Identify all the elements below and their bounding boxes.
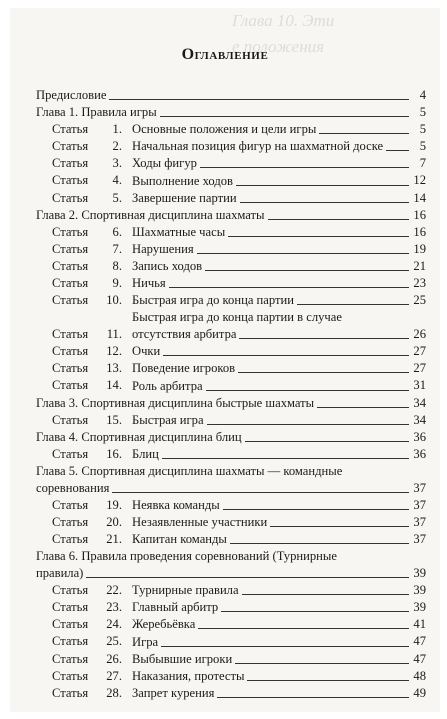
page-number: 19	[413, 241, 426, 256]
article-number: 7.	[112, 241, 122, 256]
page-number: 37	[413, 497, 426, 512]
article-label: Статья	[52, 190, 89, 205]
table-of-contents	[36, 87, 426, 702]
entry-title: Глава 1. Правила игры	[36, 105, 157, 120]
article-label: Статья	[52, 446, 89, 461]
entry-title: Завершение партии	[132, 190, 237, 205]
article-number: 13.	[106, 361, 122, 376]
entry-title	[36, 463, 426, 497]
article-number: 28.	[106, 685, 122, 700]
page-number: 27	[413, 344, 426, 359]
toc-article-row[interactable]	[36, 155, 426, 172]
toc-article-row[interactable]	[36, 668, 426, 685]
page-number: 47	[413, 651, 426, 666]
dot-leader	[317, 407, 409, 408]
dot-leader	[169, 287, 409, 288]
article-label: Статья	[52, 532, 89, 547]
dot-leader	[228, 236, 409, 237]
toc-article-row[interactable]	[36, 514, 426, 531]
toc-article-row[interactable]	[36, 343, 426, 360]
entry-title: Глава 4. Спортивная дисциплина блиц	[36, 429, 242, 444]
dot-leader	[197, 253, 409, 254]
dot-leader	[238, 372, 409, 373]
entry-title: Предисловие	[36, 88, 107, 103]
article-number: 25.	[106, 634, 122, 649]
entry-title	[36, 548, 426, 582]
article-number: 19.	[106, 497, 122, 512]
toc-article-row[interactable]	[36, 599, 426, 616]
dot-leader	[319, 133, 409, 134]
article-label: Статья	[52, 361, 89, 376]
article-label: Статья	[52, 293, 89, 308]
page-number: 39	[413, 600, 426, 615]
dot-leader	[163, 355, 409, 356]
article-label: Статья	[52, 344, 89, 359]
page-number: 16	[413, 224, 426, 239]
toc-article-row[interactable]	[36, 190, 426, 207]
article-number: 27.	[106, 668, 122, 683]
entry-title: Ходы фигур	[132, 156, 197, 171]
article-number: 5.	[112, 190, 122, 205]
toc-article-row[interactable]	[36, 616, 426, 633]
article-label: Статья	[52, 600, 89, 615]
article-label: Статья	[52, 173, 89, 188]
toc-chapter-row[interactable]	[36, 548, 426, 582]
toc-article-row[interactable]	[36, 633, 426, 650]
dot-leader	[86, 565, 409, 578]
page-number: 14	[413, 190, 426, 205]
toc-article-row[interactable]	[36, 360, 426, 377]
page-number: 41	[413, 617, 426, 632]
page-number: 16	[413, 207, 426, 222]
article-number: 23.	[106, 600, 122, 615]
article-label: Статья	[52, 122, 89, 137]
toc-article-row[interactable]	[36, 258, 426, 275]
page-number: 37	[413, 480, 426, 495]
dot-leader	[221, 611, 409, 612]
article-number: 6.	[112, 224, 122, 239]
article-number: 9.	[112, 276, 122, 291]
entry-title: Глава 3. Спортивная дисциплина быстрые шахматы	[36, 395, 315, 410]
article-label: Статья	[52, 617, 89, 632]
dot-leader	[240, 202, 409, 203]
dot-leader	[236, 185, 409, 186]
toc-article-row[interactable]	[36, 275, 426, 292]
article-label: Статья	[52, 634, 89, 649]
entry-title-line: Глава 6. Правила проведения соревнований (Турнирные	[36, 549, 337, 564]
article-label: Статья	[52, 514, 89, 529]
toc-article-row[interactable]	[36, 241, 426, 258]
toc-chapter-row[interactable]	[36, 87, 426, 104]
page-number: 48	[413, 668, 426, 683]
page-title: Оглавление	[181, 46, 269, 63]
entry-title-line: Быстрая игра до конца партии в случае	[132, 310, 342, 325]
toc-article-row[interactable]	[36, 377, 426, 394]
entry-title: Очки	[132, 344, 161, 359]
entry-title: Незаявленные участники	[132, 515, 268, 530]
dot-leader	[270, 526, 409, 527]
toc-article-row[interactable]	[36, 309, 426, 343]
entry-body	[36, 463, 426, 497]
article-number: 15.	[106, 412, 122, 427]
dot-leader	[245, 441, 409, 442]
entry-title-text: отсутствия арбитра	[132, 327, 237, 342]
article-number: 10.	[106, 293, 122, 308]
entry-body	[36, 548, 426, 582]
book-page	[10, 8, 440, 712]
page-number: 39	[413, 566, 426, 581]
entry-title: Поведение игроков	[132, 361, 236, 376]
entry-title: Выбывшие игроки	[132, 651, 233, 666]
article-number: 16.	[106, 446, 122, 461]
page-number: 5	[419, 139, 426, 154]
dot-leader	[112, 480, 409, 493]
toc-article-row[interactable]	[36, 446, 426, 463]
dot-leader	[230, 543, 409, 544]
toc-article-row[interactable]	[36, 224, 426, 241]
entry-title: Турнирные правила	[132, 583, 239, 598]
entry-title-line	[36, 565, 426, 582]
article-label: Статья	[52, 378, 89, 393]
dot-leader	[206, 390, 409, 391]
dot-leader	[109, 99, 409, 100]
dot-leader	[205, 270, 409, 271]
page-number: 21	[413, 258, 426, 273]
bleed-line: Глава 10. Эти	[232, 11, 335, 30]
toc-article-row[interactable]	[36, 582, 426, 599]
page-number: 36	[413, 446, 426, 461]
article-number: 22.	[106, 583, 122, 598]
article-number: 26.	[106, 651, 122, 666]
article-label: Статья	[52, 668, 89, 683]
article-label: Статья	[52, 651, 89, 666]
entry-title: Наказания, протесты	[132, 668, 245, 683]
entry-title-line: Глава 5. Спортивная дисциплина шахматы — командные	[36, 463, 343, 478]
page-number: 49	[413, 685, 426, 700]
dot-leader	[217, 697, 409, 698]
entry-title-line	[36, 480, 426, 497]
page-number: 37	[413, 532, 426, 547]
entry-body	[132, 309, 426, 343]
page-number: 4	[419, 88, 426, 102]
entry-title-text: правила)	[36, 566, 84, 581]
article-number: 11.	[106, 327, 122, 342]
page-number: 26	[413, 327, 426, 342]
entry-title: Блиц	[132, 446, 159, 461]
article-label: Статья	[52, 156, 89, 171]
entry-title-text: соревнования	[36, 480, 110, 495]
entry-title: Игра	[132, 634, 159, 649]
page-number: 34	[413, 395, 426, 410]
article-number: 3.	[112, 156, 122, 171]
page-number: 36	[413, 429, 426, 444]
dot-leader	[386, 150, 409, 151]
dot-leader	[239, 326, 409, 339]
toc-article-row[interactable]	[36, 531, 426, 548]
entry-title: Неявка команды	[132, 497, 220, 512]
article-label: Статья	[52, 327, 89, 342]
article-number: 8.	[112, 258, 122, 273]
page-number: 25	[413, 293, 426, 308]
entry-title-line	[132, 326, 426, 343]
page-number: 31	[413, 378, 426, 393]
article-label: Статья	[52, 685, 89, 700]
dot-leader	[297, 304, 409, 305]
toc-article-row[interactable]	[36, 138, 426, 155]
page-number: 5	[419, 122, 426, 137]
page-number: 47	[413, 634, 426, 649]
page-number: 34	[413, 412, 426, 427]
page-number: 7	[419, 156, 426, 171]
entry-title: Нарушения	[132, 241, 194, 256]
entry-title: Основные положения и цели игры	[132, 122, 317, 137]
toc-article-row[interactable]	[36, 651, 426, 668]
page-number: 12	[413, 173, 426, 188]
dot-leader	[160, 116, 409, 117]
toc-article-row[interactable]	[36, 412, 426, 429]
entry-title: Запись ходов	[132, 259, 203, 274]
dot-leader	[235, 663, 409, 664]
toc-chapter-row[interactable]	[36, 395, 426, 412]
entry-title: Главный арбитр	[132, 600, 219, 615]
article-label: Статья	[52, 224, 89, 239]
entry-title: Шахматные часы	[132, 224, 226, 239]
entry-title: Выполнение ходов	[132, 173, 233, 188]
entry-title: Начальная позиция фигур на шахматной доске	[132, 139, 384, 154]
toc-article-row[interactable]	[36, 121, 426, 138]
toc-article-row[interactable]	[36, 292, 426, 309]
toc-article-row[interactable]	[36, 497, 426, 514]
article-label: Статья	[52, 497, 89, 512]
dot-leader	[247, 680, 409, 681]
dot-leader	[200, 167, 409, 168]
article-number: 1.	[112, 122, 122, 137]
article-number: 4.	[112, 173, 122, 188]
page-number: 23	[413, 276, 426, 291]
entry-title	[132, 309, 426, 343]
article-label: Статья	[52, 241, 89, 256]
dot-leader	[268, 219, 409, 220]
entry-title: Быстрая игра до конца партии	[132, 293, 294, 308]
entry-title: Капитан команды	[132, 532, 227, 547]
dot-leader	[161, 646, 409, 647]
article-number: 2.	[112, 139, 122, 154]
dot-leader	[162, 458, 409, 459]
dot-leader	[242, 594, 409, 595]
toc-article-row[interactable]	[36, 685, 426, 702]
article-number: 12.	[106, 344, 122, 359]
toc-chapter-row[interactable]	[36, 429, 426, 446]
article-label: Статья	[52, 276, 89, 291]
entry-title: Жеребьёвка	[132, 617, 196, 632]
entry-title: Роль арбитра	[132, 378, 203, 393]
article-label: Статья	[52, 412, 89, 427]
page-number: 39	[413, 583, 426, 598]
article-number: 14.	[106, 378, 122, 393]
toc-article-row[interactable]	[36, 172, 426, 189]
page-number: 27	[413, 361, 426, 376]
dot-leader	[198, 628, 409, 629]
article-label: Статья	[52, 139, 89, 154]
article-label: Статья	[52, 583, 89, 598]
entry-title: Быстрая игра	[132, 412, 204, 427]
article-number: 20.	[106, 514, 122, 529]
article-number: 24.	[106, 617, 122, 632]
toc-chapter-row[interactable]	[36, 463, 426, 497]
page-number: 5	[419, 105, 426, 120]
bleed-through-text	[232, 8, 432, 78]
dot-leader	[223, 509, 409, 510]
entry-title: Глава 2. Спортивная дисциплина шахматы	[36, 207, 265, 222]
toc-chapter-row[interactable]	[36, 207, 426, 224]
article-label: Статья	[52, 258, 89, 273]
dot-leader	[207, 424, 409, 425]
toc-chapter-row[interactable]	[36, 104, 426, 121]
entry-title: Ничья	[132, 276, 166, 291]
entry-title: Запрет курения	[132, 685, 215, 700]
bleed-line: е положения	[232, 37, 325, 56]
page-number: 37	[413, 514, 426, 529]
article-number: 21.	[106, 532, 122, 547]
